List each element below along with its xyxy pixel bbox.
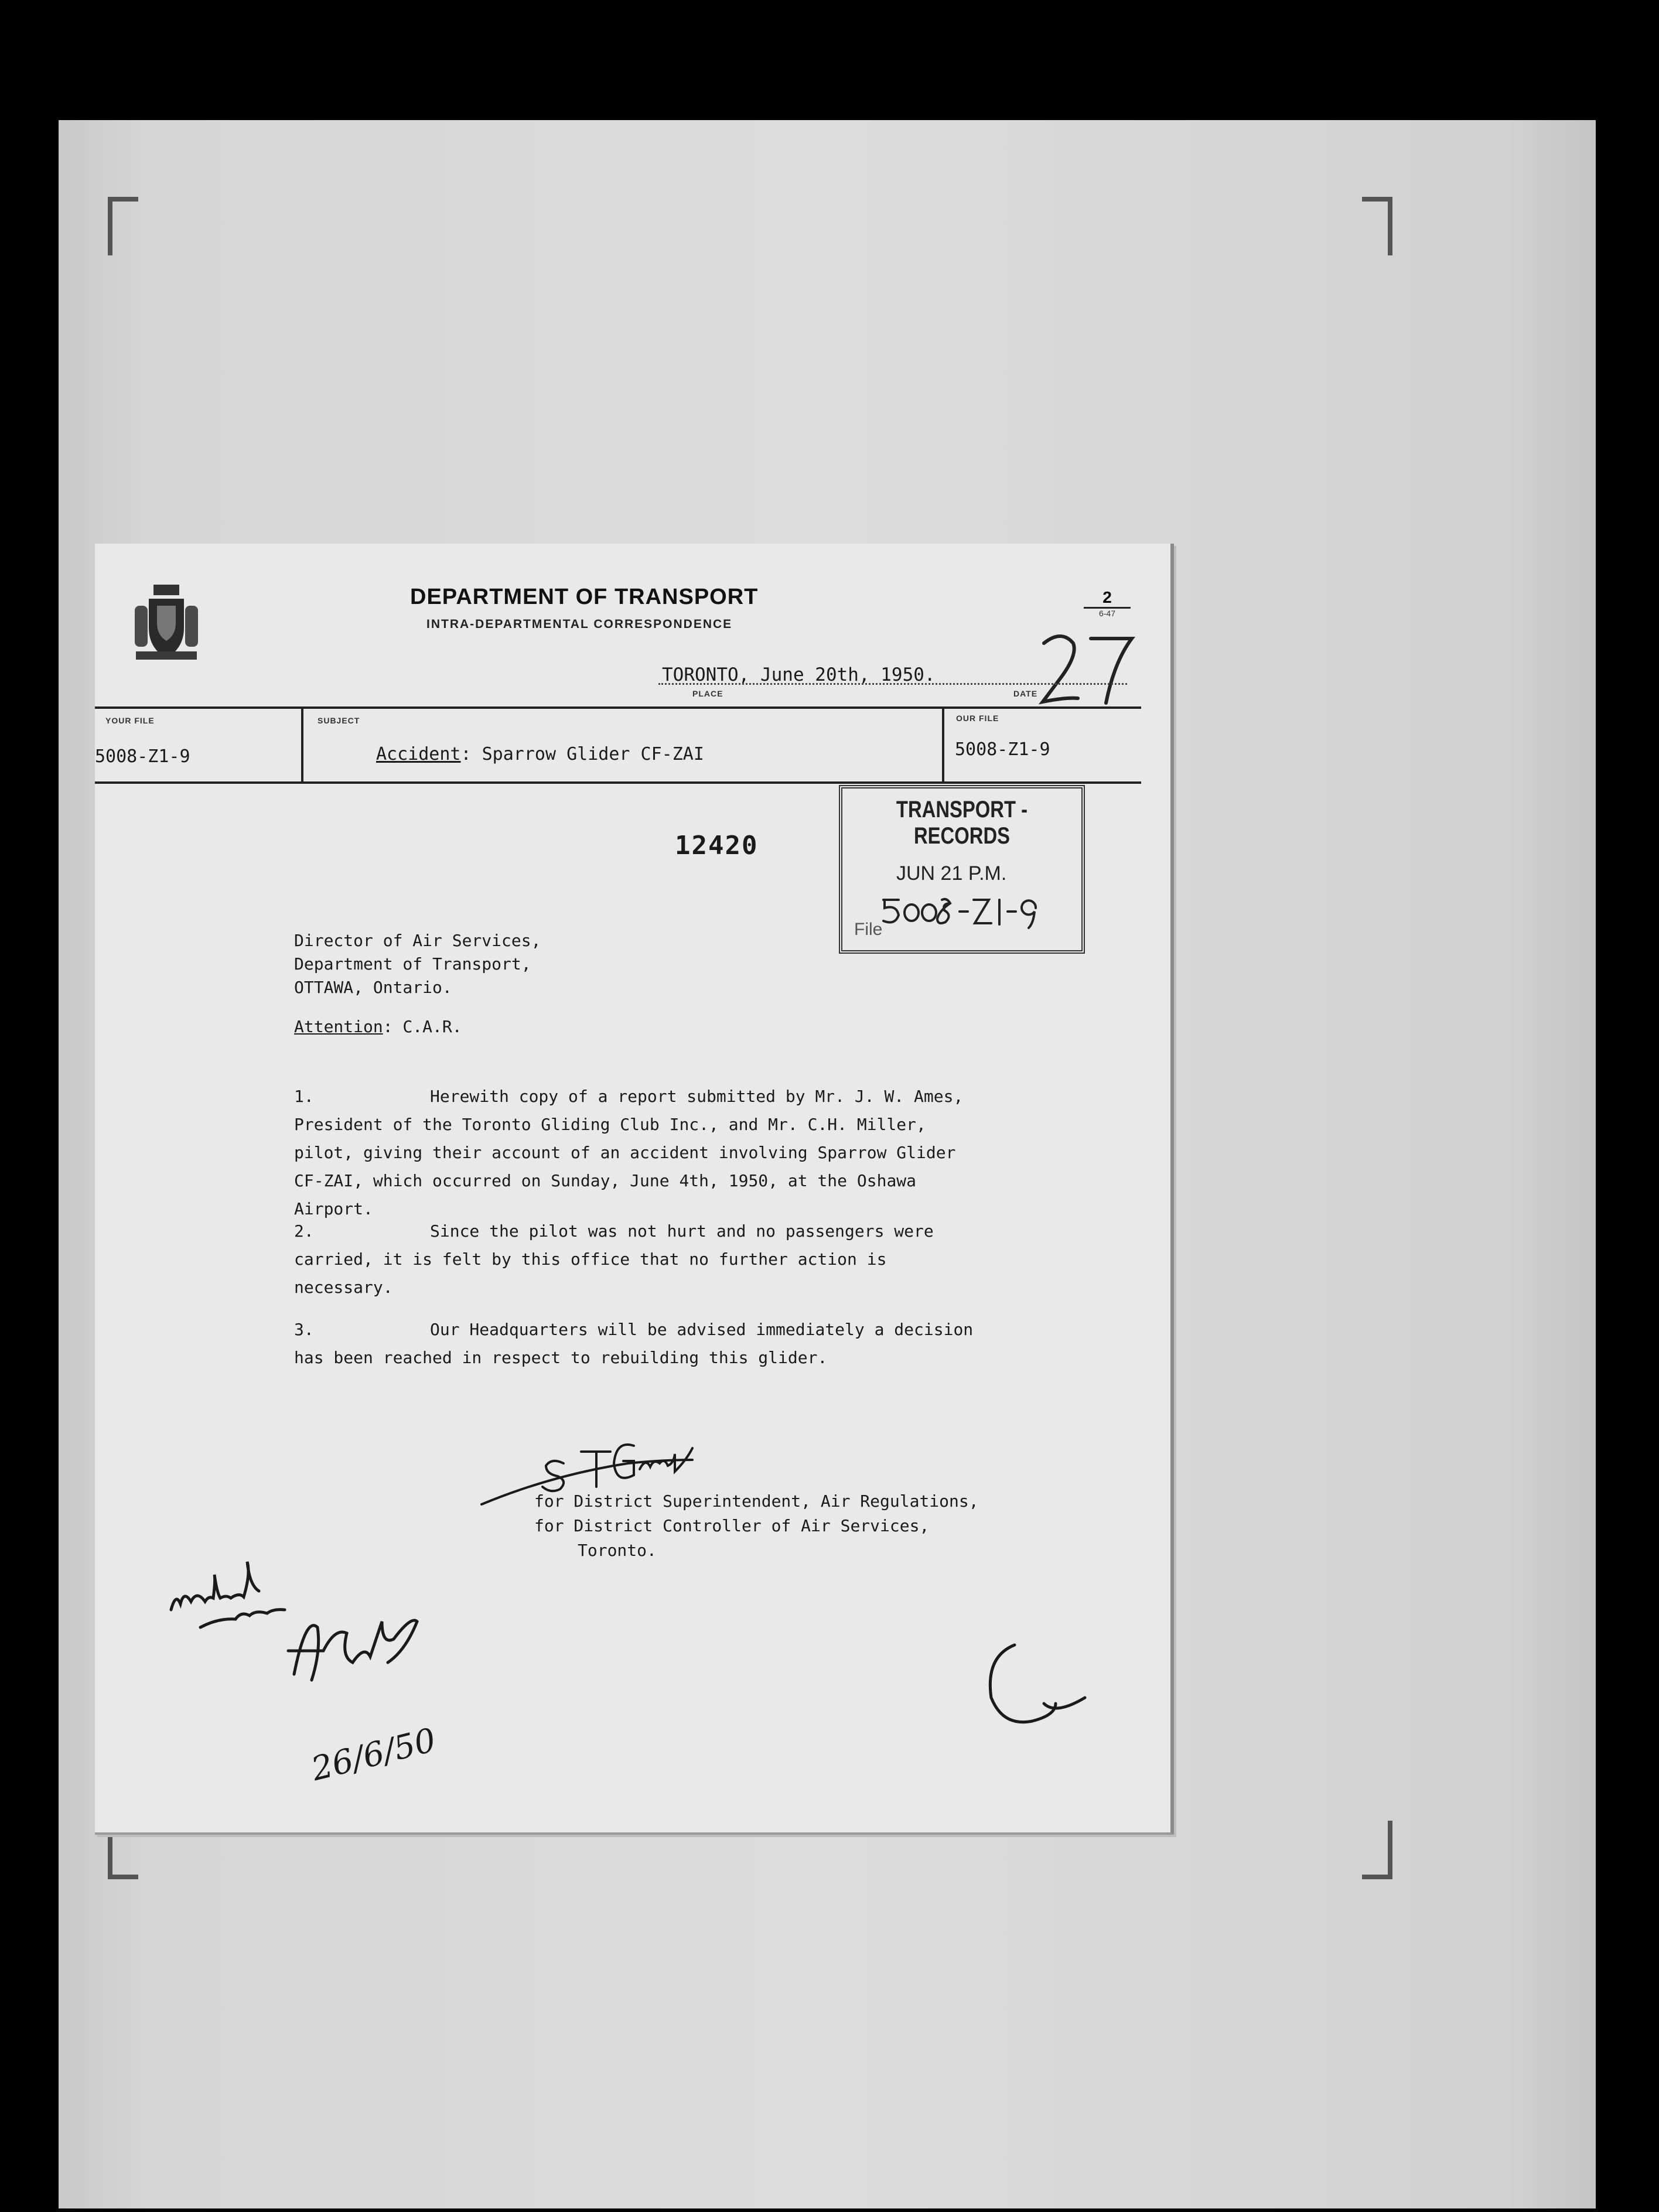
- attention-label: Attention: [294, 1017, 383, 1036]
- correspondence-subtitle: INTRA-DEPARTMENTAL CORRESPONDENCE: [426, 617, 733, 631]
- crop-mark-bottom-right: [1362, 1821, 1392, 1879]
- signature-line-2: for District Controller of Air Services,: [534, 1516, 930, 1535]
- paragraph-text: Our Headquarters will be advised immediately a decision has been reached in respect to rebuilding this glider.: [294, 1320, 974, 1367]
- crop-mark-top-right: [1362, 197, 1392, 255]
- our-file-value: 5008-Z1-9: [955, 739, 1050, 760]
- handwritten-initials-date: [282, 1604, 446, 1791]
- paragraph-3: [294, 1316, 985, 1372]
- subject-prefix: Accident: [376, 744, 461, 764]
- initials-date-text: 26/6/50: [308, 1721, 440, 1789]
- our-file-label: OUR FILE: [956, 714, 999, 723]
- place-label: PLACE: [692, 689, 723, 698]
- your-file-label: YOUR FILE: [105, 716, 155, 725]
- signature-block: [534, 1489, 979, 1563]
- paragraph-text: Since the pilot was not hurt and no passengers were carried, it is felt by this office that no further action is necessary.: [294, 1221, 934, 1297]
- paragraph-2: [294, 1217, 985, 1302]
- file-number: 12420: [675, 831, 759, 861]
- divider-left: [301, 706, 303, 781]
- paragraph-1: [294, 1083, 985, 1223]
- transport-records-stamp: [839, 785, 1085, 954]
- subject-rest: : Sparrow Glider CF-ZAI: [460, 744, 704, 764]
- place-date-underline: [658, 683, 1127, 685]
- paragraph-number: 2.: [294, 1221, 314, 1241]
- address-line-2: Department of Transport,: [294, 954, 531, 974]
- paragraph-number: 3.: [294, 1320, 314, 1339]
- form-number-date: 6-47: [1098, 609, 1116, 618]
- your-file-value: 5008-Z1-9: [95, 746, 190, 767]
- address-line-3: OTTAWA, Ontario.: [294, 978, 452, 997]
- handwritten-number-27: [1026, 626, 1149, 708]
- letter-page: [95, 544, 1174, 1835]
- stamp-handwritten-file: [878, 882, 1065, 929]
- crop-mark-top-left: [108, 197, 138, 255]
- form-number-value: 2: [1084, 588, 1131, 609]
- signature-line-1: for District Superintendent, Air Regulations,: [534, 1491, 979, 1511]
- signature-line-3: Toronto.: [578, 1541, 657, 1560]
- coat-of-arms-icon: [131, 582, 202, 664]
- form-number: [1084, 588, 1131, 619]
- paragraph-text: Herewith copy of a report submitted by Mr. J. W. Ames, President of the Toronto Gliding Club Inc., and Mr. C.H. Miller, pilot, giving their account of an accident involving Sparrow Glider CF-ZAI, which occurred on Sunday, June 4th, 1950, at the Oshawa Airport.: [294, 1087, 964, 1218]
- divider-right: [942, 706, 944, 781]
- paragraph-number: 1.: [294, 1087, 314, 1106]
- stamp-heading: TRANSPORT - RECORDS: [896, 797, 1028, 849]
- stamp-file-label: File: [854, 920, 883, 939]
- attention-value: : C.A.R.: [383, 1017, 462, 1036]
- subject-value: [376, 744, 704, 764]
- recipient-address: [294, 929, 541, 999]
- attention-line: [294, 1017, 462, 1036]
- place-date-line: TORONTO, June 20th, 1950.: [662, 664, 936, 685]
- subject-label: SUBJECT: [318, 716, 360, 725]
- handwritten-q-mark: [979, 1633, 1097, 1733]
- date-label: DATE: [1013, 689, 1038, 698]
- department-title: DEPARTMENT OF TRANSPORT: [410, 585, 759, 609]
- stamp-date: JUN 21 P.M.: [896, 862, 1007, 885]
- address-line-1: Director of Air Services,: [294, 931, 541, 950]
